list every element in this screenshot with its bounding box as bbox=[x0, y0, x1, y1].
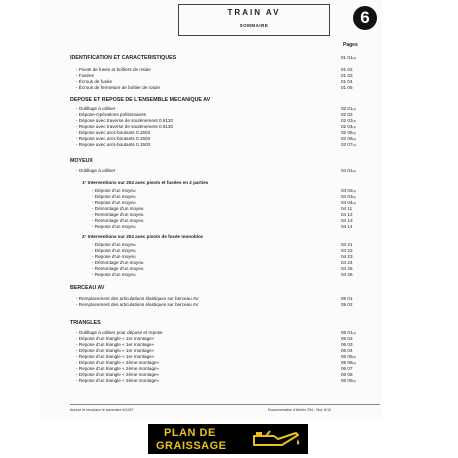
page-number: 04 13 bbox=[341, 218, 353, 223]
page-number: 05 02 bbox=[341, 302, 353, 307]
page-number: 05 01 bbox=[341, 296, 353, 301]
page-number: 04 04$^{(1)}$ bbox=[341, 200, 357, 205]
toc-entry: - Fusées bbox=[76, 73, 94, 78]
header-box bbox=[178, 4, 330, 36]
page-number: 01 04 bbox=[341, 79, 353, 84]
page-number: 01 03 bbox=[341, 73, 353, 78]
page-number: 02 03$^{(1)}$ bbox=[341, 118, 357, 123]
toc-entry: - Remontage d'un moyeu bbox=[92, 212, 144, 217]
page-number: 04 23 bbox=[341, 254, 353, 259]
page-number: 06 03 bbox=[341, 342, 353, 347]
toc-entry: - Repose d'un triangle « 1er montage» bbox=[76, 354, 155, 359]
page-number: 02 02 bbox=[341, 112, 353, 117]
plan-de-graissage-logo[interactable] bbox=[148, 424, 308, 454]
toc-entry: - Remplacement des articulations élastiques sur berceau AV bbox=[76, 302, 199, 307]
page-number: 04 03$^{(1)}$ bbox=[341, 194, 357, 199]
toc-entry: - Repose d'un moyeu bbox=[92, 272, 136, 277]
footer-divider bbox=[70, 404, 380, 405]
page-number: 06 08 bbox=[341, 372, 353, 377]
page-number: 04 11 bbox=[341, 206, 353, 211]
toc-entry: - Écrous de fusée bbox=[76, 79, 113, 84]
page-number: 02 07$^{(1)}$ bbox=[341, 142, 357, 147]
page-number: 04 21 bbox=[341, 242, 353, 247]
page-number: 04 01$^{(2)}$ bbox=[341, 168, 357, 173]
page-number: 01 05 bbox=[341, 85, 353, 90]
page-number: 04 12 bbox=[341, 212, 353, 217]
toc-entry: - Dépose d'un moyeu bbox=[92, 248, 136, 253]
toc-entry: - Repose avec arcs-boutants 0.1503 bbox=[76, 136, 151, 141]
page-number: 01 02 bbox=[341, 67, 353, 72]
page-number: 06 02 bbox=[341, 336, 353, 341]
toc-entry: - Dépose d'un moyeu bbox=[92, 188, 136, 193]
toc-entry: - Dépose d'un triangle « 1er montage» bbox=[76, 336, 155, 341]
toc-entry: - Repose d'un triangle « 1er montage» bbox=[76, 342, 155, 347]
toc-entry: - Écrous de fermeture de boîtier de rotule bbox=[76, 85, 161, 90]
toc-entry: - Repose d'un moyeu bbox=[92, 224, 136, 229]
toc-entry: - Pivots de fusée et boîtiers de rotule bbox=[76, 67, 151, 72]
toc-entry: - Remontage d'un moyeu bbox=[92, 266, 144, 271]
toc-entry: - Dépose d'un triangle « 1er montage» bbox=[76, 348, 155, 353]
toc-entry: - Repose avec arcs-boutants 0.1503 bbox=[76, 142, 151, 147]
page-number: 04 02$^{(1)}$ bbox=[341, 188, 357, 193]
logo-line-2: GRAISSAGE bbox=[156, 440, 227, 452]
page-number: 04 14 bbox=[341, 224, 353, 229]
page-number: 02 01$^{(1)}$ bbox=[341, 106, 357, 111]
page-number: 02 06$^{(1)}$ bbox=[341, 136, 357, 141]
toc-entry: - Dépose avec traverse de soutènement 0.6130 bbox=[76, 118, 174, 123]
toc-entry: - Outillage à utiliser pour dépose et repose bbox=[76, 330, 163, 335]
toc-entry: - Démontage d'un moyeu bbox=[92, 206, 144, 211]
toc-entry: - Remontage d'un moyeu bbox=[92, 218, 144, 223]
section-heading: MOYEUX bbox=[70, 158, 93, 164]
page-number: 06 06$^{(1)}$ bbox=[341, 360, 357, 365]
footer-left-note: Annule et remplace le sommaire 6/1267 bbox=[70, 408, 134, 412]
subgroup-heading: 1° Interventions sur 204 avec pivots et fusées en 2 parties bbox=[82, 180, 209, 185]
page-number: 06 01$^{(1)}$ bbox=[341, 330, 357, 335]
page-number: 02 05$^{(1)}$ bbox=[341, 130, 357, 135]
logo-line-1: PLAN DE bbox=[164, 427, 216, 439]
toc-entry: - Dépose d'un triangle « 2ème montage» bbox=[76, 360, 160, 365]
toc-entry: - Dépose-Opérations préliminaires bbox=[76, 112, 146, 117]
page-number: 04 24 bbox=[341, 260, 353, 265]
toc-entry: - Dépose d'un moyeu bbox=[92, 194, 136, 199]
page-number: 06 05$^{(1)}$ bbox=[341, 354, 357, 359]
page-number: 06 09$^{(1)}$ bbox=[341, 378, 357, 383]
page-number: 04 22 bbox=[341, 248, 353, 253]
subgroup-heading: 2° Interventions sur 204 avec pivots de fusée monobloc bbox=[82, 234, 204, 239]
toc-entry: - Dépose avec arcs-boutants 0.1503 bbox=[76, 130, 151, 135]
page-number: 06 07 bbox=[341, 366, 353, 371]
toc-entry: - Repose d'un moyeu bbox=[92, 200, 136, 205]
section-number-badge: 6 bbox=[353, 6, 377, 30]
toc-entry: - Remplacement des articulations élastiques sur berceau AV bbox=[76, 296, 199, 301]
toc-entry: - Repose d'un moyeu bbox=[92, 254, 136, 259]
pages-column-label: Pages bbox=[343, 42, 358, 48]
page-number: 06 04 bbox=[341, 348, 353, 353]
toc-entry: - Repose d'un triangle « 2ème montage» bbox=[76, 378, 160, 383]
page-subtitle: SOMMAIRE bbox=[239, 23, 269, 28]
page-number: 04 26 bbox=[341, 272, 353, 277]
section-heading: IDENTIFICATION ET CARACTERISTIQUES bbox=[70, 55, 177, 61]
toc-entry: - Dépose d'un moyeu bbox=[92, 242, 136, 247]
page-number: 01 01$^{(1)}$ bbox=[341, 55, 357, 60]
page-title: TRAIN AV bbox=[227, 8, 281, 17]
toc-entry: - Outillage à utiliser bbox=[76, 106, 116, 111]
footer-right-note: Documentation d'Atelier 204 - Mot. 8/12 bbox=[268, 408, 332, 412]
page-number: 04 25 bbox=[341, 266, 353, 271]
toc-entry: - Repose avec traverse de soutènement 0.6130 bbox=[76, 124, 174, 129]
section-heading: DEPOSE ET REPOSE DE L'ENSEMBLE MECANIQUE AV bbox=[70, 97, 211, 103]
toc-entry: - Dépose d'un triangle « 2ème montage» bbox=[76, 372, 160, 377]
page-number: 02 04$^{(1)}$ bbox=[341, 124, 357, 129]
toc-entry: - Démontage d'un moyeu bbox=[92, 260, 144, 265]
section-heading: BERCEAU AV bbox=[70, 285, 105, 291]
toc-entry: - Repose d'un triangle « 2ème montage» bbox=[76, 366, 160, 371]
toc-entry: - Outillage à utiliser bbox=[76, 168, 116, 173]
manual-page bbox=[40, 0, 382, 420]
section-heading: TRIANGLES bbox=[70, 320, 101, 326]
oil-can-icon bbox=[252, 427, 304, 451]
